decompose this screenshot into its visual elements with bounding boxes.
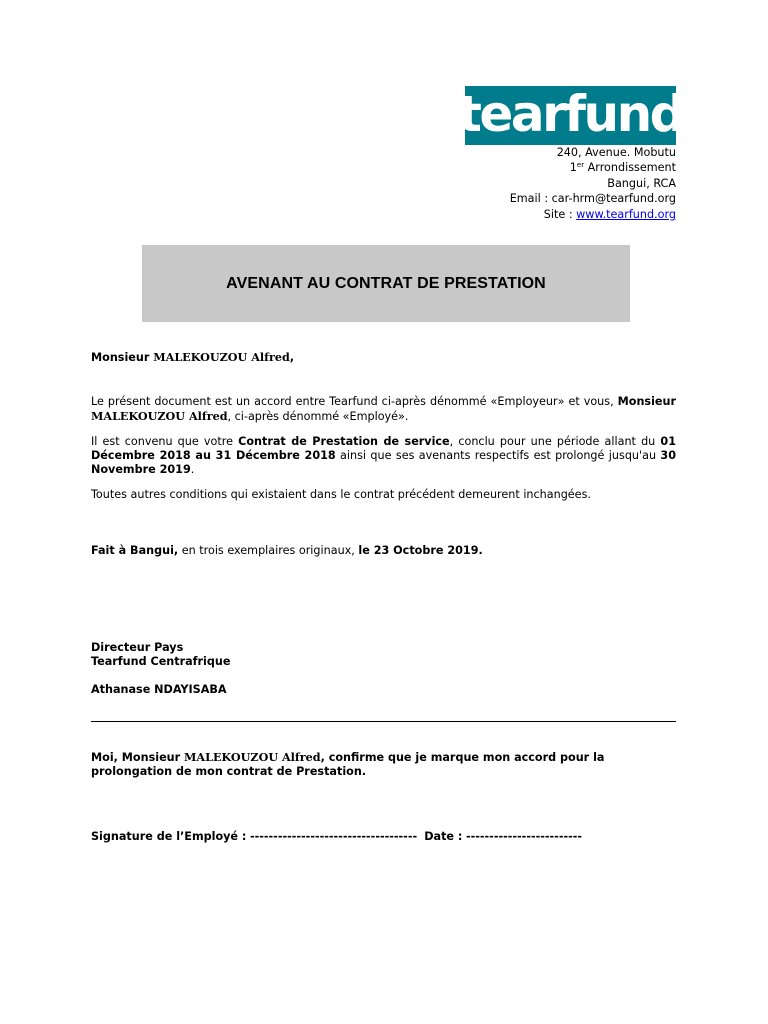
paragraph-agreement: Le présent document est un accord entre Tearfund ci-après dénommé «Employeur» et vous, Monsieur MALEKOUZOU Alfred, ci-après dénommé «Employé».	[91, 395, 676, 423]
employee-confirmation: Moi, Monsieur MALEKOUZOU Alfred, confirme que je marque mon accord pour la prolongation de mon contrat de Prestation.	[91, 750, 605, 778]
paragraph-conditions: Toutes autres conditions qui existaient dans le contrat précédent demeurent inchangées.	[91, 488, 591, 501]
salutation: Monsieur MALEKOUZOU Alfred,	[91, 350, 295, 364]
address-district: 1er Arrondissement	[569, 161, 676, 175]
separator-line	[91, 721, 676, 722]
document-title: AVENANT AU CONTRAT DE PRESTATION	[226, 274, 546, 292]
date-dashes: -------------------------	[465, 830, 583, 843]
address-site: Site : www.tearfund.org	[543, 207, 676, 221]
address-email: Email : car-hrm@tearfund.org	[509, 192, 676, 206]
paragraph-extension: Il est convenu que votre Contrat de Prestation de service, conclu pour une période allant du 01 Décembre 2018 au 31 Décembre 2018 ainsi que ses avenants respectifs est prolongé jusqu'au 30 Novembre 2019.	[91, 435, 676, 476]
logo-text: tearfund	[458, 84, 683, 143]
signatory-org: Tearfund Centrafrique	[91, 655, 231, 668]
address-city: Bangui, RCA	[607, 176, 676, 190]
signature-dashes: ------------------------------------	[249, 830, 418, 843]
date-label: Date :	[424, 830, 463, 843]
signatory-block	[91, 641, 676, 697]
place-date: Fait à Bangui, en trois exemplaires originaux, le 23 Octobre 2019.	[91, 544, 483, 557]
site-link[interactable]: www.tearfund.org	[576, 207, 676, 221]
signatory-name: Athanase NDAYISABA	[91, 683, 227, 696]
sender-address	[510, 145, 676, 222]
signature-label: Signature de l’Employé :	[91, 830, 247, 843]
signatory-role: Directeur Pays	[91, 641, 184, 654]
signature-line	[91, 830, 676, 844]
address-street: 240, Avenue. Mobutu	[556, 146, 676, 159]
tearfund-logo	[458, 84, 683, 145]
title-box	[142, 245, 630, 322]
